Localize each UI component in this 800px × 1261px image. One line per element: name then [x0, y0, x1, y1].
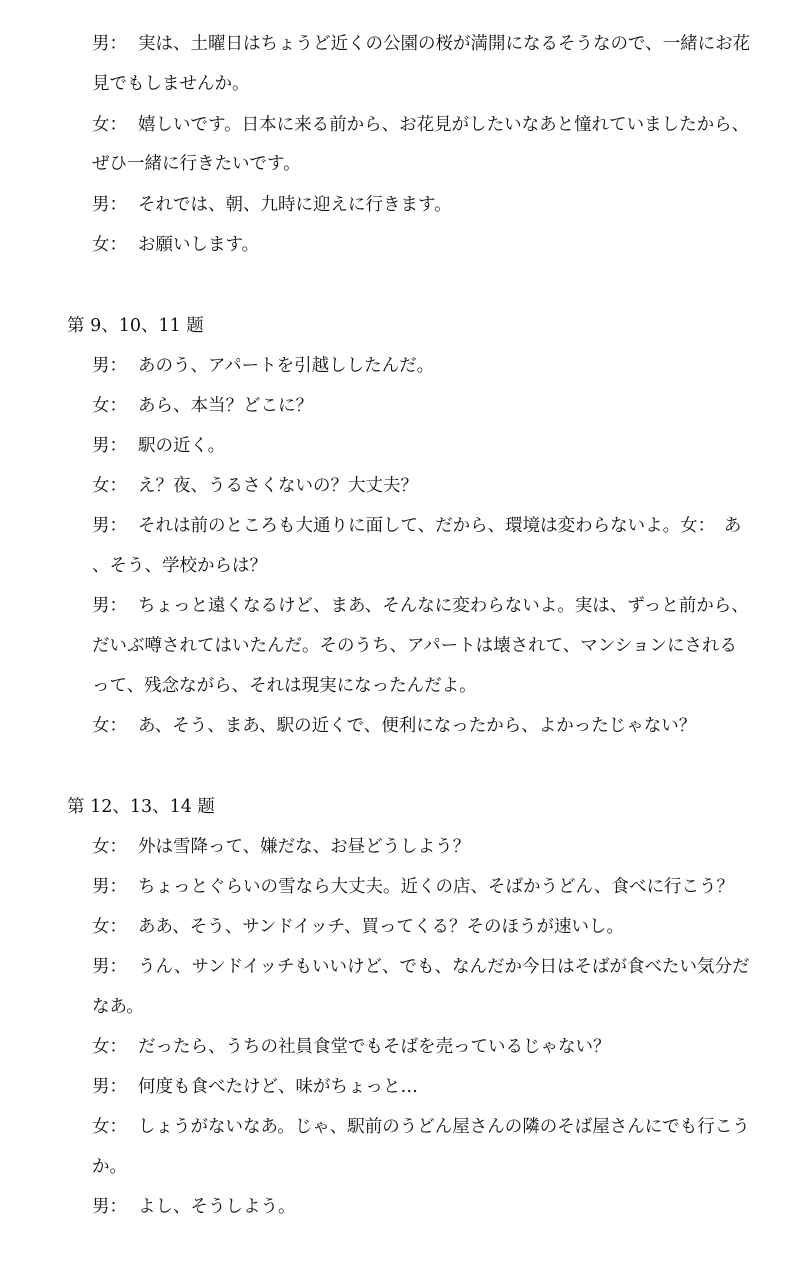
speaker-label: 男： [92, 957, 127, 977]
dialogue-text: あら、本当？どこに？ [138, 396, 313, 416]
dialogue-text: 見でもしませんか。 [92, 74, 250, 94]
dialogue-text: 嬉しいです。日本に来る前から、お花見がしたいなあと憧れていましたから、 [138, 115, 750, 135]
dialogue-text: うん、サンドイッチもいいけど、でも、なんだか今日はそばが食べたい気分だ [138, 957, 750, 977]
speaker-label: 男： [92, 596, 127, 616]
speaker-label: 男： [92, 1197, 127, 1217]
dialogue-line [92, 955, 770, 979]
dialogue-text: あのう、アパートを引越ししたんだ。 [138, 356, 435, 376]
dialogue-line-continuation [92, 152, 770, 176]
dialogue-text: 実は、土曜日はちょうど近くの公園の桜が満開になるそうなので、一緒にお花 [138, 34, 751, 54]
dialogue-text: それでは、朝、九時に迎えに行きます。 [138, 195, 452, 215]
dialogue-line [92, 354, 770, 378]
speaker-label: 男： [92, 1077, 127, 1097]
speaker-label: 女： [92, 716, 127, 736]
dialogue-line-continuation [92, 674, 770, 698]
dialogue-line [92, 1195, 770, 1219]
dialogue-text: だったら、うちの社員食堂でもそばを売っているじゃない？ [138, 1037, 611, 1057]
section-heading: 第 12、13、14 题 [67, 797, 215, 817]
dialogue-text: しょうがないなあ。じゃ、駅前のうどん屋さんの隣のそば屋さんにでも行こう [138, 1117, 750, 1137]
dialogue-text: ぜひ一緒に行きたいです。 [92, 154, 301, 174]
dialogue-line-continuation [92, 1155, 770, 1179]
dialogue-line [92, 193, 770, 217]
dialogue-line [92, 714, 770, 738]
speaker-label: 女： [92, 917, 127, 937]
dialogue-text: なあ。 [92, 997, 144, 1017]
dialogue-line-continuation [92, 634, 770, 658]
section-heading: 第 9、10、11 题 [67, 316, 204, 336]
dialogue-line [92, 1035, 770, 1059]
speaker-label: 女： [92, 1117, 127, 1137]
dialogue-line [92, 514, 770, 538]
dialogue-line [92, 394, 770, 418]
dialogue-text: 外は雪降って、嫌だな、お昼どうしよう？ [138, 837, 471, 857]
dialogue-text: 駅の近く。 [138, 436, 226, 456]
speaker-label: 男： [92, 195, 127, 215]
dialogue-text: あ、そう、まあ、駅の近くで、便利になったから、よかったじゃない？ [138, 716, 697, 736]
dialogue-text: って、残念ながら、それは現実になったんだよ。 [92, 676, 477, 696]
dialogue-text: だいぶ噂されてはいたんだ。そのうち、アパートは壊されて、マンションにされる [92, 636, 737, 656]
dialogue-line [92, 594, 770, 618]
dialogue-line [92, 113, 770, 137]
speaker-label: 男： [92, 34, 127, 54]
dialogue-text: ちょっと遠くなるけど、まあ、そんなに変わらないよ。実は、ずっと前から、 [138, 596, 749, 616]
dialogue-line [92, 1115, 770, 1139]
dialogue-line [92, 434, 770, 458]
dialogue-line [92, 915, 770, 939]
dialogue-line-continuation [92, 72, 770, 96]
dialogue-line [92, 32, 770, 56]
speaker-label: 女： [92, 476, 127, 496]
speaker-label: 男： [92, 356, 127, 376]
speaker-label: 男： [92, 516, 127, 536]
dialogue-line [92, 1075, 770, 1099]
dialogue-line [92, 474, 770, 498]
speaker-label: 男： [92, 877, 127, 897]
dialogue-text: 、そう、学校からは？ [92, 556, 267, 576]
dialogue-line-continuation [92, 554, 770, 578]
speaker-label: 男： [92, 436, 127, 456]
dialogue-text: よし、そうしよう。 [138, 1197, 296, 1217]
speaker-label: 女： [92, 396, 127, 416]
dialogue-line [92, 233, 770, 257]
dialogue-text: え？夜、うるさくないの？大丈夫？ [138, 476, 418, 496]
speaker-label: 女： [92, 837, 127, 857]
dialogue-text: か。 [92, 1157, 127, 1177]
dialogue-line [92, 875, 770, 899]
dialogue-text: 何度も食べたけど、味がちょっと… [138, 1077, 418, 1097]
dialogue-text: ちょっとぐらいの雪なら大丈夫。近くの店、そばかうどん、食べに行こう？ [138, 877, 735, 897]
dialogue-text: ああ、そう、サンドイッチ、買ってくる？そのほうが速いし。 [138, 917, 624, 937]
dialogue-line-continuation [92, 995, 770, 1019]
speaker-label: 女： [92, 235, 127, 255]
dialogue-line [92, 835, 770, 859]
dialogue-text: お願いします。 [138, 235, 260, 255]
dialogue-text: それは前のところも大通りに面して、だから、環境は変わらないよ。女： あ [138, 516, 742, 536]
speaker-label: 女： [92, 1037, 127, 1057]
speaker-label: 女： [92, 115, 127, 135]
